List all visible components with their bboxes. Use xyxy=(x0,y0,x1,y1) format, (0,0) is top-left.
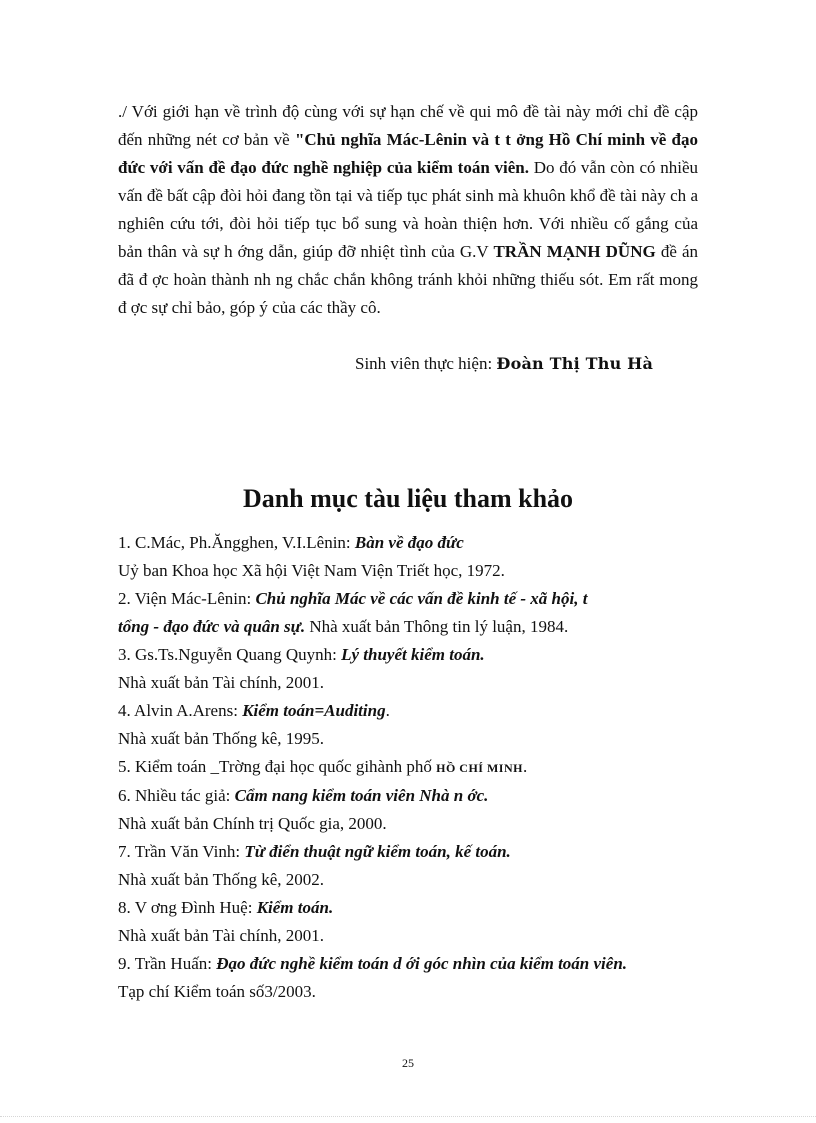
reference-publisher: Tạp chí Kiểm toán số3/2003. xyxy=(118,982,316,1001)
reference-title: Chủ nghĩa Mác về các vấn đề kinh tế - xã hội, t xyxy=(255,589,588,608)
reference-suffix: . xyxy=(385,701,390,720)
reference-author: 8. V ơng Đình Huệ: xyxy=(118,898,257,917)
reference-publisher: Nhà xuất bản Chính trị Quốc gia, 2000. xyxy=(118,814,387,833)
closing-text-part-2: Do đó vẫn còn có nhiều vấn đề bất cập đòi hỏi đang tồn tại và tiếp tục phát sinh mà khuôn khổ đề tài này ch a nghiên cứu tới, đòi hỏi tiếp tục bổ sung và hoàn thiện hơn. Với nhiều cố gắng của bản thân và sự h ớng dẫn, giúp đỡ nhiệt tình của G.V xyxy=(118,158,698,261)
reference-item xyxy=(118,585,698,641)
reference-author: 3. Gs.Ts.Nguyễn Quang Quynh: xyxy=(118,645,342,664)
references-heading: Danh mục tàu liệu tham khảo xyxy=(242,484,574,513)
reference-line xyxy=(118,585,698,613)
reference-author: 9. Trần Huấn: xyxy=(118,954,217,973)
closing-text-part-3: đề án đã đ ợc hoàn thành nh ng chắc chắn không tránh khỏi những thiếu sót. Em rất mong đ ợc sự chỉ bảo, góp ý của các thầy cô. xyxy=(118,242,699,317)
reference-item xyxy=(118,894,698,950)
reference-author: 7. Trần Văn Vinh: xyxy=(118,842,245,861)
signature-label: Sinh viên thực hiện: xyxy=(355,354,497,373)
closing-text-part-1: ./ Với giới hạn về trình độ cùng với sự hạn chế về qui mô đề tài này mới chỉ đề cập đến những nét cơ bản về xyxy=(118,102,698,149)
reference-author: 6. Nhiều tác giả: xyxy=(118,786,235,805)
student-name: Đoàn Thị Thu Hà xyxy=(496,354,654,373)
reference-author: 1. C.Mác, Ph.Ăngghen, V.I.Lênin: xyxy=(118,533,355,552)
page-number: 25 xyxy=(402,1056,414,1070)
closing-topic-bold: "Chủ nghĩa Mác-Lênin và t t ởng Hồ Chí minh về đạo đức với vấn đề đạo đức nghề nghiệp của kiểm toán viên. xyxy=(118,130,699,177)
reference-publisher: Nhà xuất bản Thống kê, 1995. xyxy=(118,729,325,748)
reference-publisher: Uỷ ban Khoa học Xã hội Việt Nam Viện Triết học, 1972. xyxy=(118,561,505,580)
reference-line xyxy=(118,641,698,669)
reference-item xyxy=(118,697,698,753)
reference-publisher: Nhà xuất bản Thông tin lý luận, 1984. xyxy=(305,617,569,636)
reference-line xyxy=(118,697,698,725)
references-list xyxy=(118,529,698,1006)
reference-title: Kiểm toán=Auditing xyxy=(242,701,386,720)
advisor-name: TRẦN MẠNH DŨNG xyxy=(493,242,656,261)
reference-city: HỒ CHÍ MINH xyxy=(436,761,523,775)
closing-text xyxy=(118,98,698,322)
reference-publisher: Nhà xuất bản Tài chính, 2001. xyxy=(118,926,325,945)
reference-line xyxy=(118,838,698,866)
reference-publisher: Nhà xuất bản Thống kê, 2002. xyxy=(118,870,325,889)
reference-item xyxy=(118,782,698,838)
reference-item xyxy=(118,529,698,585)
page-bottom-divider xyxy=(0,1116,816,1117)
reference-item xyxy=(118,753,698,782)
reference-title: Cẩm nang kiểm toán viên Nhà n ớc. xyxy=(234,786,489,805)
reference-line xyxy=(118,529,698,557)
reference-line xyxy=(118,753,698,782)
reference-title: Bàn về đạo đức xyxy=(354,533,464,552)
reference-suffix: . xyxy=(522,757,528,776)
reference-line xyxy=(118,950,698,978)
reference-author: 5. Kiểm toán _Trờng đại học quốc gihành phố xyxy=(118,757,437,776)
reference-author: 2. Viện Mác-Lênin: xyxy=(118,589,256,608)
reference-author: 4. Alvin A.Arens: xyxy=(118,701,243,720)
reference-line xyxy=(118,613,698,641)
reference-title: Lý thuyết kiểm toán. xyxy=(341,645,485,664)
reference-title-cont: tổng - đạo đức và quân sự. xyxy=(118,617,306,636)
reference-item xyxy=(118,950,698,1006)
reference-item xyxy=(118,641,698,697)
reference-line xyxy=(118,782,698,810)
reference-line xyxy=(118,894,698,922)
reference-item xyxy=(118,838,698,894)
reference-publisher: Nhà xuất bản Tài chính, 2001. xyxy=(118,673,325,692)
closing-paragraph xyxy=(118,98,698,322)
reference-title: Đạo đức nghề kiểm toán d ới góc nhìn của kiểm toán viên. xyxy=(216,954,628,973)
reference-title: Kiểm toán. xyxy=(256,898,334,917)
signature-line xyxy=(355,354,653,374)
reference-title: Từ điển thuật ngữ kiểm toán, kế toán. xyxy=(244,842,511,861)
